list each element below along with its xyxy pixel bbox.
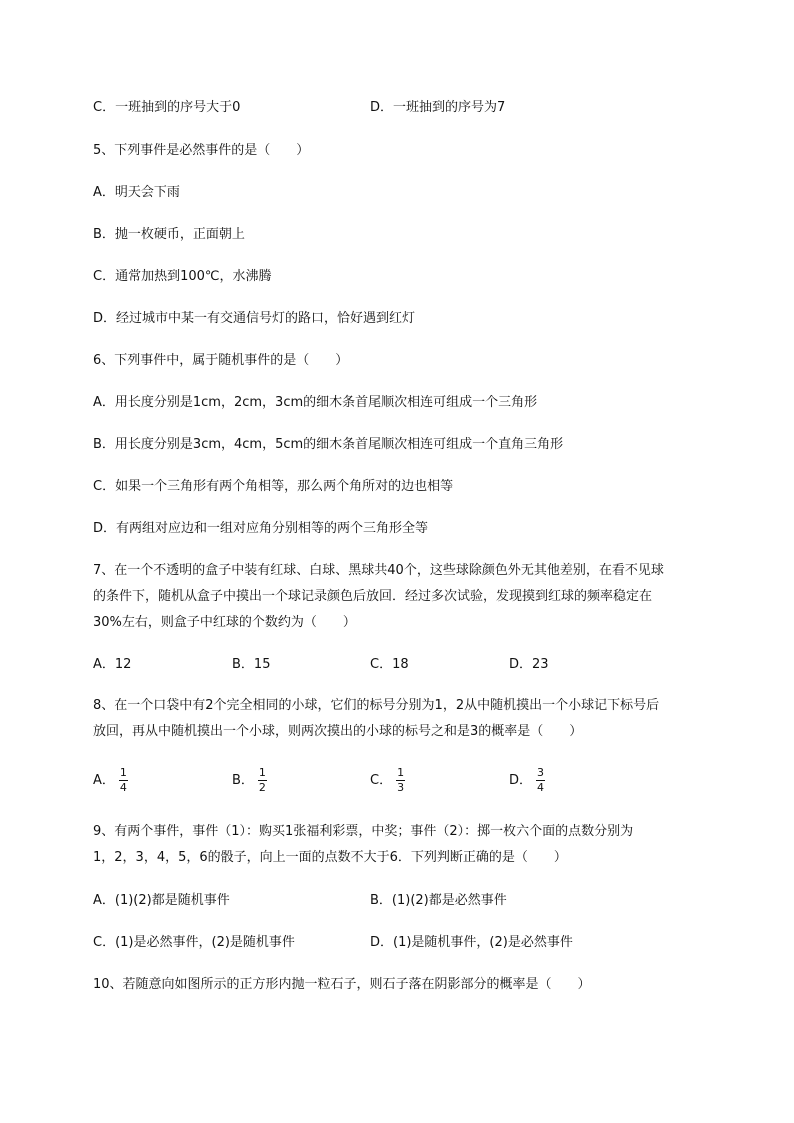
- q5-option-b: B．抛一枚硬币，正面朝上: [93, 227, 245, 242]
- q8-option-c-numerator: 1: [397, 766, 405, 779]
- q4-option-c: C．一班抽到的序号大于0: [93, 100, 241, 115]
- q8-option-d-denominator: 4: [537, 781, 545, 794]
- q6-stem: 6、下列事件中，属于随机事件的是（ ）: [93, 353, 349, 368]
- q6-option-d: D．有两组对应边和一组对应角分别相等的两个三角形全等: [93, 521, 429, 536]
- q7-stem-line-2: 的条件下，随机从盒子中摸出一个球记录颜色后放回．经过多次试验，发现摸到红球的频率稳定在: [93, 589, 653, 604]
- q10-stem: 10、若随意向如图所示的正方形内抛一粒石子，则石子落在阴影部分的概率是（ ）: [93, 977, 591, 992]
- q9-option-d: D．(1)是随机事件，(2)是必然事件: [370, 935, 573, 950]
- q9-stem-line-2: 1，2，3，4，5，6的骰子，向上一面的点数不大于6．下列判断正确的是（ ）: [93, 850, 567, 865]
- q5-option-c: C．通常加热到100℃，水沸腾: [93, 269, 272, 284]
- q5-option-a: A．明天会下雨: [93, 185, 180, 200]
- q4-option-d: D．一班抽到的序号为7: [370, 100, 506, 115]
- q6-option-c: C．如果一个三角形有两个角相等，那么两个角所对的边也相等: [93, 479, 454, 494]
- q6-option-a: A．用长度分别是1cm，2cm，3cm的细木条首尾顺次相连可组成一个三角形: [93, 395, 538, 410]
- q8-option-d-label: D．: [509, 773, 533, 788]
- q7-stem-line-3: 30%左右，则盒子中红球的个数约为（ ）: [93, 615, 356, 630]
- q8-option-a-label: A．: [93, 773, 115, 788]
- q8-option-b: [232, 766, 267, 796]
- q8-option-d-fraction: [536, 767, 545, 794]
- q6-option-b: B．用长度分别是3cm，4cm，5cm的细木条首尾顺次相连可组成一个直角三角形: [93, 437, 564, 452]
- q8-stem-line-2: 放回，再从中随机摸出一个小球，则两次摸出的小球的标号之和是3的概率是（ ）: [93, 724, 583, 739]
- q9-option-b: B．(1)(2)都是必然事件: [370, 893, 507, 908]
- q8-option-a-denominator: 4: [119, 781, 127, 794]
- q8-option-d-numerator: 3: [537, 766, 545, 779]
- q8-option-c-denominator: 3: [397, 781, 405, 794]
- q8-option-b-fraction: [258, 767, 267, 794]
- q9-option-c: C．(1)是必然事件，(2)是随机事件: [93, 935, 295, 950]
- q8-option-c-fraction: [396, 767, 405, 794]
- q8-option-b-label: B．: [232, 773, 254, 788]
- q5-option-d: D．经过城市中某一有交通信号灯的路口，恰好遇到红灯: [93, 311, 416, 326]
- q7-option-c: C．18: [370, 657, 409, 672]
- q9-stem-line-1: 9、有两个事件，事件（1）：购买1张福利彩票，中奖；事件（2）：掷一枚六个面的点数分别为: [93, 824, 634, 839]
- q8-option-c: [370, 766, 405, 796]
- q8-option-d: [509, 766, 545, 796]
- q8-option-c-label: C．: [370, 773, 393, 788]
- q5-stem: 5、下列事件是必然事件的是（ ）: [93, 143, 310, 158]
- q8-option-a-fraction: [119, 767, 128, 794]
- q8-stem-line-1: 8、在一个口袋中有2个完全相同的小球，它们的标号分别为1，2从中随机摸出一个小球记下标号后: [93, 698, 660, 713]
- q8-option-b-numerator: 1: [258, 766, 266, 779]
- q7-option-b: B．15: [232, 657, 271, 672]
- q8-option-b-denominator: 2: [258, 781, 266, 794]
- q9-option-a: A．(1)(2)都是随机事件: [93, 893, 230, 908]
- q7-option-a: A．12: [93, 657, 132, 672]
- q7-stem-line-1: 7、在一个不透明的盒子中装有红球、白球、黑球共40个，这些球除颜色外无其他差别，在看不见球: [93, 563, 664, 578]
- q7-option-d: D．23: [509, 657, 549, 672]
- q8-option-a-numerator: 1: [119, 766, 127, 779]
- q8-option-a: [93, 766, 128, 796]
